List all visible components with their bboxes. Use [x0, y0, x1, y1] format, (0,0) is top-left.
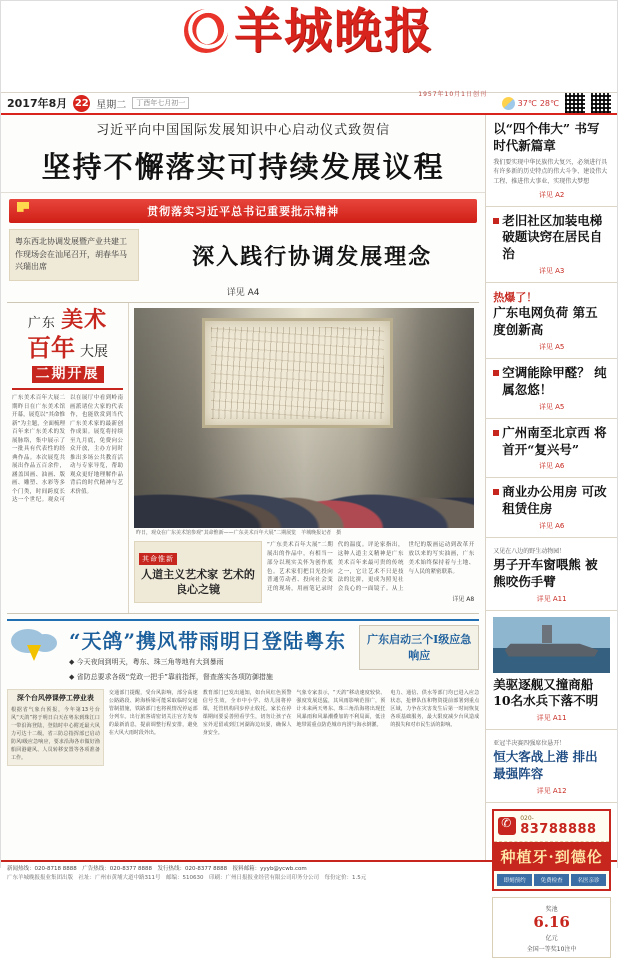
rail-item-housing[interactable]: [486, 478, 617, 538]
sub-feature-badge: 其命惟新: [139, 553, 177, 565]
feature-title-line2: [12, 335, 123, 361]
lottery-label: 奖池: [545, 905, 558, 913]
feature-photo: [134, 308, 474, 528]
rail-item-formaldehyde[interactable]: [486, 359, 617, 419]
footer-line-2: 广东羊城晚报报业集团出版 社址：广州市黄埔大道中路311号 邮编：510630 印刷：广州日报报业经营有限公司印务分公司 每份定价：1.5元: [7, 874, 367, 881]
red-banner-text: 贯彻落实习近平总书记重要批示精神: [147, 204, 340, 218]
feature-main: [129, 303, 479, 613]
sub-feature-body-wrap: [267, 541, 474, 603]
info-bar: [1, 93, 617, 115]
emergency-response-box: 广东启动三个Ⅰ级应急响应: [359, 625, 479, 670]
feature-title-small: 广东: [27, 316, 56, 332]
photo-caption: 昨日，观众在广东美术馆参观“其命惟新——广东美术百年大展”二期展览 羊城晚报记者 摄: [136, 530, 342, 537]
ad-strip-2: 免费检查: [534, 874, 569, 886]
main-column: [1, 115, 486, 860]
page-title: 羊城晚报: [233, 3, 434, 59]
lottery-unit: 亿元: [545, 934, 558, 942]
second-lede: 粤东西北协调发展暨产业共建工作现场会在汕尾召开，胡春华马兴瑞出席: [9, 229, 139, 281]
feature-title-block: [12, 308, 123, 383]
lead-headline: 坚持不懈落实可持续发展议程: [41, 149, 445, 184]
typhoon-bullet-2: ◆ 省防总要求各级“党政一把手”靠前指挥，督查落实各项防御措施: [69, 673, 273, 682]
feature-title-line1: [12, 308, 123, 332]
warship-photo: [493, 617, 610, 673]
lottery-detail: 全国一等奖10注中: [526, 945, 577, 953]
rail-page-ref[interactable]: 详见 A11: [536, 594, 567, 603]
storm-cloud-lightning-icon: [7, 625, 63, 665]
rail-item-fuxing-train[interactable]: [486, 419, 617, 479]
feature-sidebar: [7, 303, 129, 613]
lunar-date: 丁酉年七月初一: [132, 97, 189, 109]
typhoon-column-2: 交通部门提醒，受台风影响，部分高速公路路段、跨海桥梁可能采取临时交通管制措施，铁路部门也将视情况停运部分列车。出行旅客请密切关注官方发布的最新消息，提前调整行程安排，避免在大风大雨时段外出。: [108, 690, 198, 737]
ad-contact-text: [520, 815, 596, 837]
ad-contact: [494, 811, 609, 842]
feature-title-rest: 大展: [80, 344, 109, 361]
sub-feature: [134, 541, 474, 603]
weather-widget: [502, 97, 559, 110]
rail-item-elevator[interactable]: [486, 207, 617, 284]
typhoon-headline: “天鸽”携风带雨明日登陆粤东: [69, 629, 347, 654]
rail-hot-label: 热爆了！: [493, 291, 538, 305]
rail-kicker: 亚冠半决赛四强席位悬开！: [493, 740, 566, 748]
masthead-subtitle: 1957年10月1日创刊: [418, 91, 487, 98]
typhoon-column-1-body: 根据省气象台预报，今年第13号台风“天鸽”将于明日白天在粤东到珠江口一带沿海登陆，登陆时中心附近最大风力可达十二级。省三防总指挥部已启动防风Ⅰ级应急响应，要求沿海各市做好渔船回港避风、人员转移安置等各项准备工作。: [11, 707, 100, 762]
red-banner: [9, 199, 477, 223]
rail-headline: 广东电网负荷 第五度创新高: [493, 305, 598, 338]
square-bullet-icon: [493, 218, 499, 224]
rail-page-ref[interactable]: 详见 A12: [536, 786, 567, 795]
rail-page-ref[interactable]: 详见 A2: [538, 190, 565, 199]
ad-area-code: 020-: [520, 814, 534, 822]
masthead: [1, 1, 617, 98]
lead-kicker: 习近平向中国国际发展知识中心启动仪式致贺信: [96, 123, 391, 138]
feature-title-line3: 二期开展: [32, 366, 104, 383]
sub-feature-title: 人道主义艺术家 艺术的良心之镜: [141, 568, 255, 597]
typhoon-column-1: [7, 689, 104, 766]
typhoon-column-1-title: 深个台风停课停工停业表: [16, 694, 94, 703]
footer-line-1: 新闻热线：020-8718 8888 广告热线：020-8377 8888 发行热线：020-8377 8888 报料邮箱：yyyb@ycwb.com: [7, 866, 307, 872]
rail-headline: 商业办公用房 可改租赁住房: [502, 484, 607, 517]
typhoon-columns: [7, 689, 479, 766]
feature-body-text: 广东美术百年大展二期昨日在广东美术馆开幕，展览以“其命惟新”为主题，全面梳理百年来广东美术的发展脉络，集中展示了一批具有代表性的经典作品。本次展览共展出作品五百余件，涵盖国画、油画、版画、雕塑、水彩等多个门类，时间跨度长达一个世纪。观众可以在展厅中看到岭南画派诸位大家的代表作，也能欣赏到当代广东美术家的最新创作成果。展览将持续至九月底，免费向公众开放，主办方同时推出多场公共教育活动与专家导览，帮助观众更好地理解作品背后的时代精神与艺术价值。: [12, 395, 123, 504]
rail-headline: 男子开车窗喂熊 被熊咬伤手臂: [493, 556, 598, 589]
ad-main-text: 种植牙·到德伦: [494, 842, 609, 871]
sub-feature-see-more[interactable]: 详见 A8: [452, 596, 475, 604]
square-bullet-icon: [493, 430, 499, 436]
rail-page-ref[interactable]: 详见 A6: [538, 462, 565, 471]
second-see-more[interactable]: 详见 A4: [226, 288, 260, 299]
red-flag-icon: [17, 202, 29, 212]
typhoon-column-3: 教育部门已发出通知，如台风红色预警信号生效，全市中小学、幼儿园将停课，托管机构同步停止收托。家长在停课期间要妥善照看学生，切勿让孩子在室外逗留或到江河湖海边玩耍，确保人身安全。: [202, 690, 292, 737]
lottery-box[interactable]: [492, 897, 611, 958]
rail-page-ref[interactable]: 详见 A11: [536, 714, 567, 723]
rail-headline: 美驱逐舰又撞商船 10名水兵下落不明: [493, 676, 599, 709]
typhoon-column-5: 电力、通信、供水等部门均已进入应急状态，抢修队伍和物资提前部署到重点区域，力争在灾害发生后第一时间恢复各项基础服务，最大限度减少台风造成的损失和对市民生活的影响。: [390, 690, 480, 729]
feature-article: [7, 302, 479, 614]
rail-item-bear-bite[interactable]: [486, 538, 617, 610]
ship-icon: [505, 641, 598, 657]
feature-title-big: 美术: [61, 307, 108, 334]
rail-item-power-load[interactable]: [486, 283, 617, 359]
telephone-icon: [498, 817, 516, 835]
typhoon-head: [69, 625, 353, 684]
rail-page-ref[interactable]: 详见 A6: [538, 522, 565, 531]
rail-subtext: 我们要实现中华民族伟大复兴，必须进行具有许多新的历史特点的伟大斗争、建设伟大工程、推进伟大事业、实现伟大梦想: [493, 158, 608, 185]
ad-strip-3: 名医亲诊: [571, 874, 606, 886]
rail-kicker: 又见在八边的野生动物园！: [493, 548, 566, 556]
red-swallow-logo-icon: [184, 9, 228, 53]
rail-item-evergrande[interactable]: [486, 730, 617, 802]
issue-day: 22: [73, 95, 90, 112]
square-bullet-icon: [493, 489, 499, 495]
rail-headline: 恒大客战上港 排出最强阵容: [493, 748, 598, 781]
sun-cloud-icon: [502, 97, 515, 110]
painting-scroll-icon: [202, 318, 393, 428]
sub-feature-body: “广东美术百年大展”二期展出的作品中，有相当一部分以现实关怀为创作底色。艺术家们把目光投向普通劳动者、投向社会变迁的现场，用画笔记录时代的温度。评论家指出，这种人道主义精神是广东美术百年来最可贵的传统之一，它让艺术不只是技法的比拼，更成为照见社会良心的一面镜子。从上世纪的版画运动到改革开放以来的写实油画，广东美术始终保持着与土地、与人民的紧密联系。: [267, 542, 475, 593]
rail-page-ref[interactable]: 详见 A5: [538, 402, 565, 411]
ad-phone-number: 83788888: [520, 821, 597, 837]
ship-tower-icon: [542, 625, 552, 643]
rail-item-sige-weida[interactable]: [486, 115, 617, 207]
advertisement[interactable]: [492, 809, 611, 891]
rail-page-ref[interactable]: 详见 A5: [538, 342, 565, 351]
temp-high: 37℃: [517, 98, 537, 108]
rail-headline: 空调能除甲醛？ 纯属忽悠！: [502, 364, 607, 397]
rail-page-ref[interactable]: 详见 A3: [538, 267, 565, 276]
sub-feature-title-box[interactable]: [134, 541, 262, 603]
typhoon-article[interactable]: [7, 619, 479, 684]
second-headline: 深入践行协调发展理念: [192, 243, 433, 270]
lottery-amount: 6.16: [533, 912, 570, 931]
rail-headline: 以“四个伟大” 书写时代新篇章: [493, 121, 600, 153]
lead-article[interactable]: [1, 115, 485, 193]
divider: [12, 388, 123, 390]
ad-strip: [494, 871, 609, 889]
crowd-silhouette: [134, 423, 474, 528]
rail-headline: 广州南至北京西 将首开“复兴号”: [502, 424, 607, 457]
typhoon-column-4: 气象专家表示，“天鸽”移动速度较快、强度发展迅猛，其风雨影响范围广，预计未来两天粤东、珠三角沿海将出现狂风暴雨和风暴潮叠加的不利局面，低洼地带需重点防范城市内涝与海水倒灌。: [296, 690, 386, 729]
weekday: 星期二: [96, 99, 127, 111]
typhoon-bullet-1: ◆ 今天夜间到明天，粤东、珠三角等地有大到暴雨: [69, 658, 224, 667]
rail-headline: 老旧社区加装电梯 破题诀窍在居民自治: [502, 212, 603, 262]
publish-date: 2017年8月: [7, 97, 68, 110]
square-bullet-icon: [493, 370, 499, 376]
right-rail: [486, 115, 617, 953]
ad-strip-1: 即刻预约: [497, 874, 532, 886]
temp-low: 28℃: [539, 98, 559, 108]
qr-code-icon[interactable]: [565, 93, 585, 113]
second-headline-row[interactable]: [9, 229, 477, 281]
feature-title-num: 百年: [26, 333, 75, 363]
rail-item-destroyer[interactable]: [486, 611, 617, 731]
qr-code-icon-2[interactable]: [591, 93, 611, 113]
